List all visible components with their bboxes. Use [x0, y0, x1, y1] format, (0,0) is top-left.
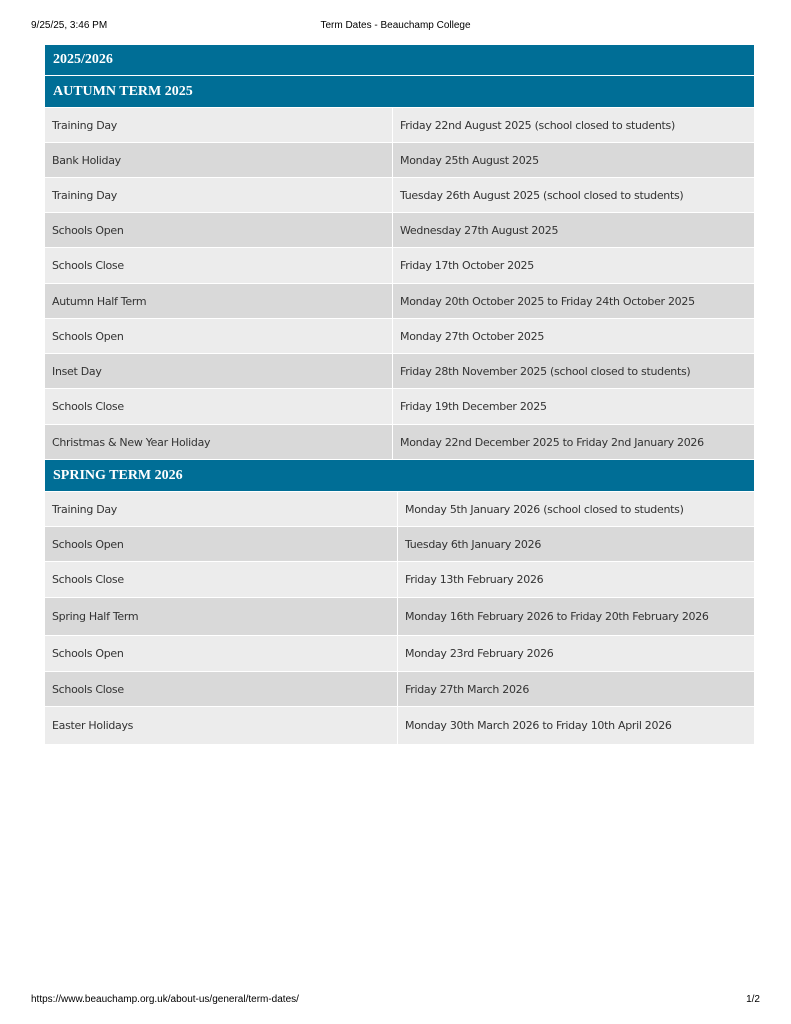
table-row — [45, 635, 754, 671]
event-cell: Training Day — [52, 188, 118, 202]
print-timestamp: 9/25/25, 3:46 PM — [31, 20, 108, 31]
date-cell: Monday 23rd February 2026 — [397, 636, 754, 671]
date-cell: Monday 22nd December 2025 to Friday 2nd January 2026 — [392, 425, 754, 459]
date-cell: Tuesday 26th August 2025 (school closed to students) — [392, 178, 754, 212]
table-row — [45, 177, 754, 212]
date-cell: Friday 17th October 2025 — [392, 248, 754, 283]
table-row — [45, 526, 754, 561]
date-cell: Friday 13th February 2026 — [397, 562, 754, 597]
date-cell: Monday 5th January 2026 (school closed to students) — [397, 492, 754, 526]
academic-year-header — [45, 45, 754, 75]
autumn-term-header — [45, 75, 754, 107]
table-row — [45, 424, 754, 459]
event-cell: Schools Open — [52, 223, 124, 237]
date-cell: Friday 27th March 2026 — [397, 672, 754, 706]
table-row — [45, 283, 754, 318]
event-cell: Schools Open — [52, 329, 124, 343]
table-row — [45, 561, 754, 597]
event-cell: Spring Half Term — [52, 610, 139, 623]
table-row — [45, 318, 754, 353]
date-cell: Tuesday 6th January 2026 — [397, 527, 754, 561]
spring-term-label: SPRING TERM 2026 — [53, 467, 183, 483]
event-cell: Schools Close — [52, 682, 124, 696]
print-page-title: Term Dates - Beauchamp College — [320, 20, 471, 31]
page-number: 1/2 — [746, 994, 760, 1005]
table-row — [45, 706, 754, 744]
table-row — [45, 597, 754, 635]
date-cell: Monday 25th August 2025 — [392, 143, 754, 177]
date-cell: Friday 28th November 2025 (school closed to students) — [392, 354, 754, 388]
event-cell: Autumn Half Term — [52, 294, 147, 308]
event-cell: Schools Close — [52, 573, 124, 586]
table-row — [45, 671, 754, 706]
event-cell: Schools Open — [52, 647, 124, 660]
event-cell: Easter Holidays — [52, 719, 134, 732]
table-row — [45, 107, 754, 142]
event-cell: Schools Close — [52, 259, 124, 272]
table-row — [45, 491, 754, 526]
table-row — [45, 212, 754, 247]
print-header — [31, 20, 760, 34]
table-row — [45, 353, 754, 388]
table-row — [45, 142, 754, 177]
event-cell: Christmas & New Year Holiday — [52, 435, 211, 449]
date-cell: Monday 30th March 2026 to Friday 10th April 2026 — [397, 707, 754, 744]
spring-term-header — [45, 459, 754, 491]
date-cell: Friday 22nd August 2025 (school closed to students) — [392, 108, 754, 142]
print-footer — [31, 994, 760, 1008]
term-dates-table — [45, 45, 754, 744]
table-row — [45, 247, 754, 283]
event-cell: Schools Open — [52, 537, 124, 551]
page-url: https://www.beauchamp.org.uk/about-us/general/term-dates/ — [31, 994, 299, 1005]
event-cell: Schools Close — [52, 400, 124, 413]
date-cell: Wednesday 27th August 2025 — [392, 213, 754, 247]
date-cell: Monday 16th February 2026 to Friday 20th February 2026 — [397, 598, 754, 635]
academic-year-label: 2025/2026 — [53, 52, 113, 67]
event-cell: Training Day — [52, 118, 118, 132]
event-cell: Bank Holiday — [52, 153, 121, 167]
autumn-term-label: AUTUMN TERM 2025 — [53, 83, 193, 99]
table-row — [45, 388, 754, 424]
event-cell: Inset Day — [52, 364, 102, 378]
event-cell: Training Day — [52, 502, 118, 516]
date-cell: Monday 20th October 2025 to Friday 24th October 2025 — [392, 284, 754, 318]
date-cell: Friday 19th December 2025 — [392, 389, 754, 424]
date-cell: Monday 27th October 2025 — [392, 319, 754, 353]
